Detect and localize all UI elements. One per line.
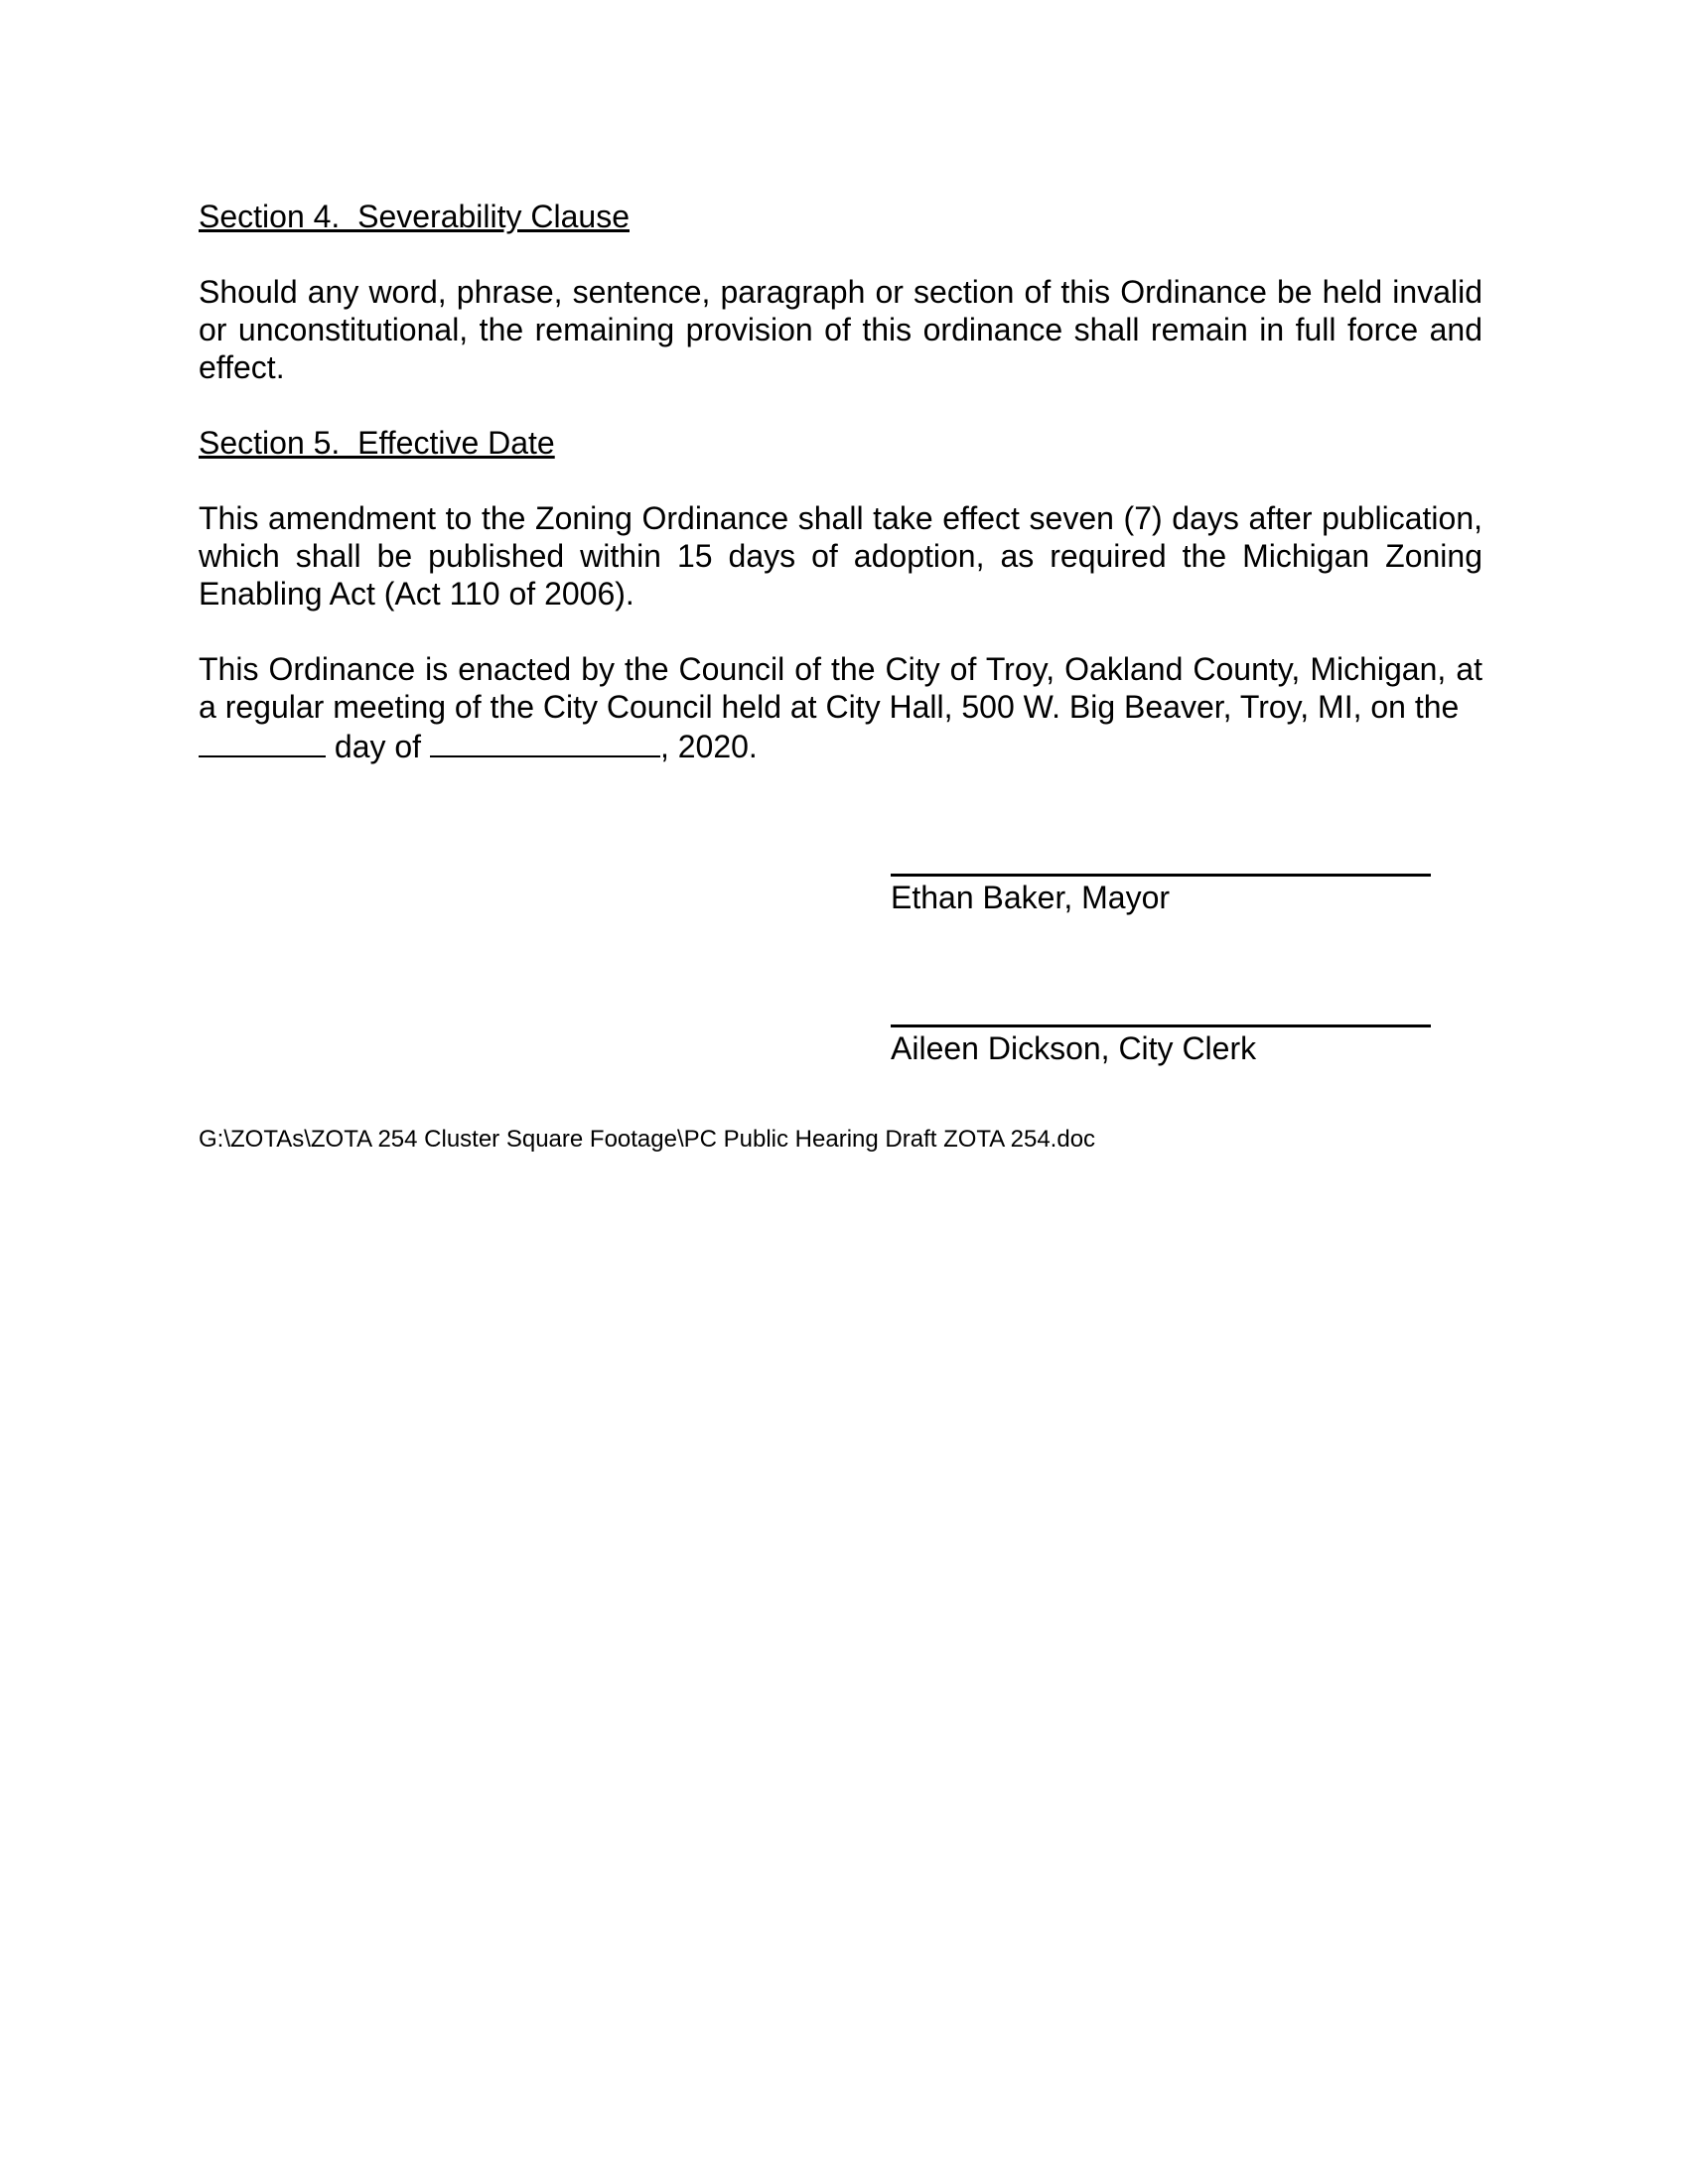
enactment-date-line — [199, 726, 1482, 765]
section-5-heading: Section 5. Effective Date — [199, 425, 555, 461]
day-of-label: day of — [334, 729, 422, 764]
section-4-body: Should any word, phrase, sentence, paragraph or section of this Ordinance be held invalid or unconstitutional, the remaining provision of this ordinance shall remain in full force and effect. — [199, 274, 1482, 385]
enactment-text: This Ordinance is enacted by the Council of the City of Troy, Oakland County, Michigan, at a regular meeting of the City Council held at City Hall, 500 W. Big Beaver, Troy, MI, on the — [199, 651, 1482, 725]
clerk-signature-line — [891, 1024, 1431, 1027]
enactment-paragraph — [199, 650, 1482, 765]
file-path-footer: G:\ZOTAs\ZOTA 254 Cluster Square Footage\PC Public Hearing Draft ZOTA 254.doc — [199, 1126, 1096, 1153]
clerk-name: Aileen Dickson, City Clerk — [891, 1030, 1257, 1066]
section-4-heading: Section 4. Severability Clause — [199, 199, 630, 234]
mayor-name: Ethan Baker, Mayor — [891, 880, 1171, 915]
day-blank — [199, 726, 326, 757]
year-label: , 2020. — [659, 729, 758, 764]
month-blank — [430, 726, 660, 757]
section-5-body: This amendment to the Zoning Ordinance shall take effect seven (7) days after publication, which shall be published within 15 days of adoption, as required the Michigan Zoning Enabling Act (Act 110 of 2006). — [199, 500, 1482, 612]
mayor-signature-line — [891, 874, 1431, 877]
